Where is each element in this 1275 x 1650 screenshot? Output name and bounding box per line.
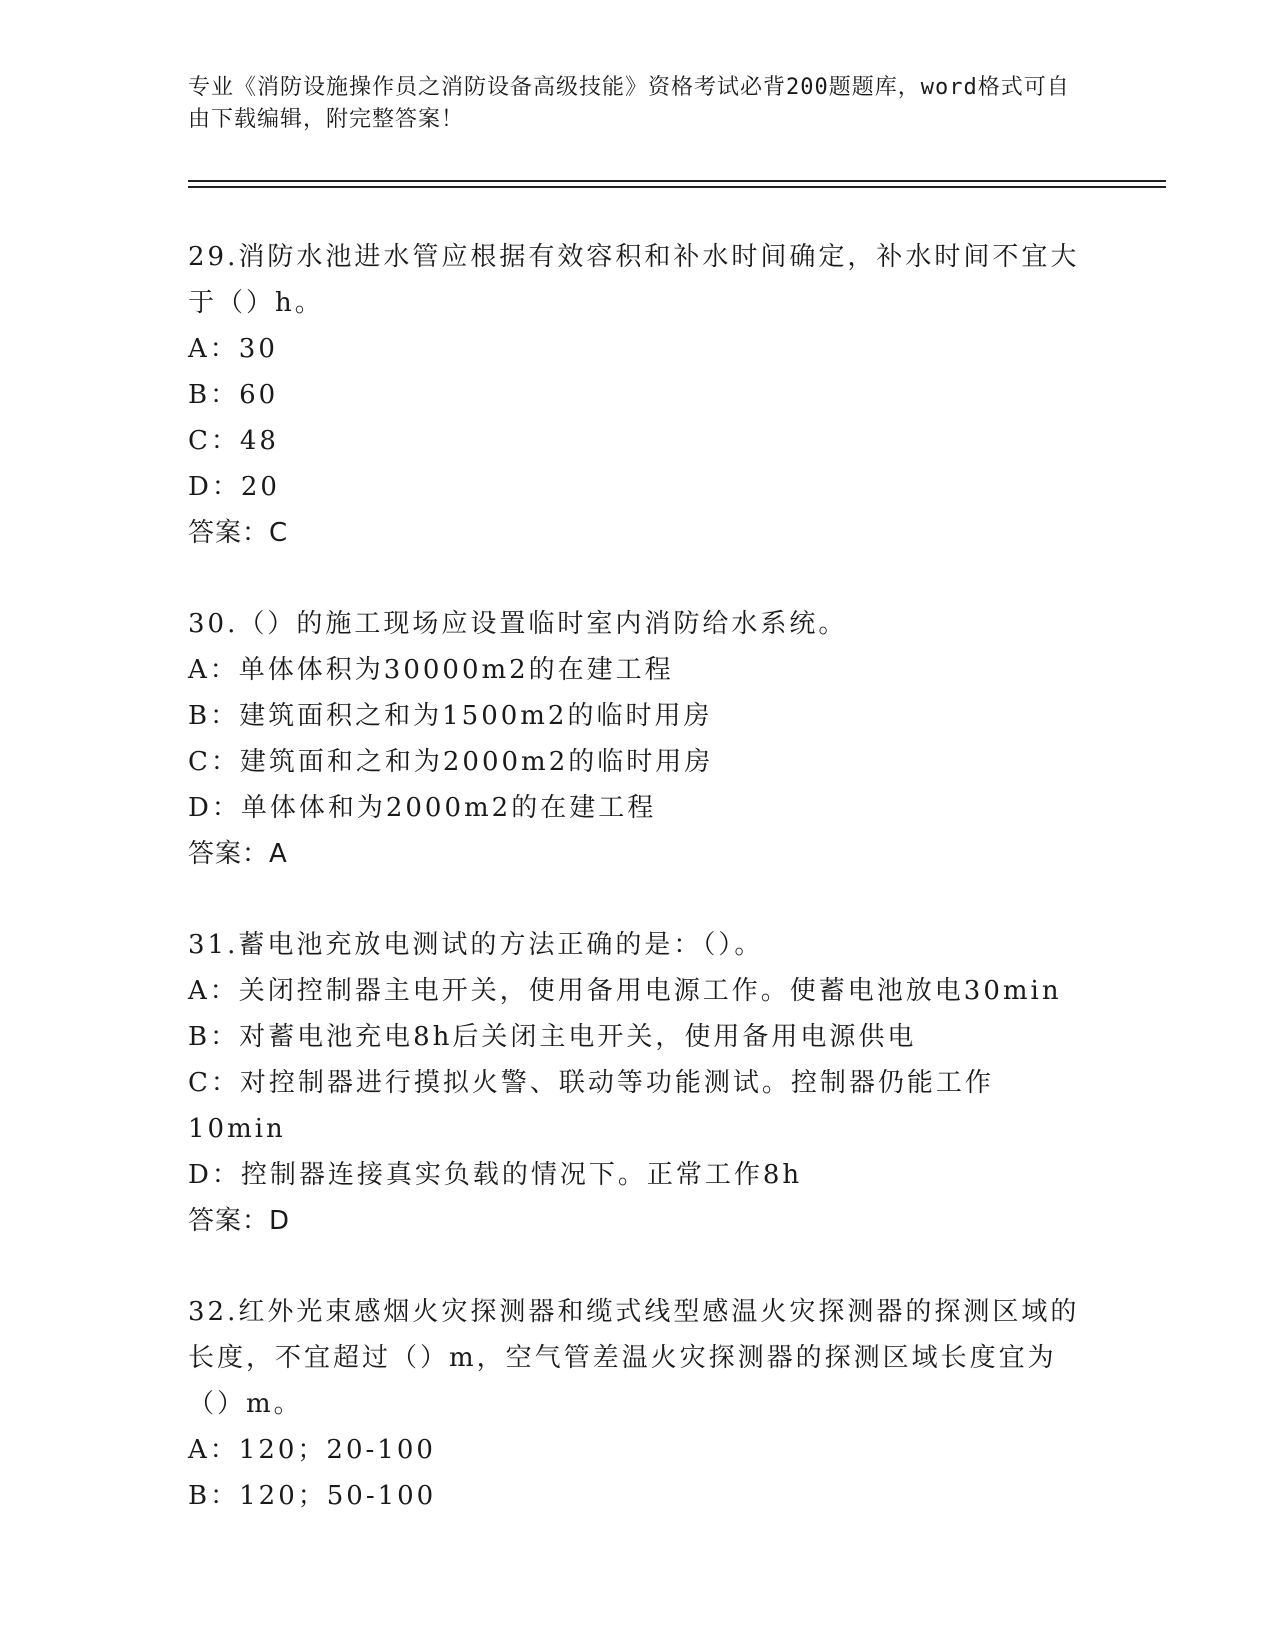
option-c: C：48 (188, 426, 279, 456)
question-29 (188, 234, 1088, 556)
question-30 (188, 601, 1088, 877)
option-b: B：120；50-100 (188, 1481, 437, 1511)
answer: 答案：A (188, 839, 288, 869)
option-b: B：建筑面积之和为1500m2的临时用房 (188, 701, 713, 731)
option-d: D：控制器连接真实负载的情况下。正常工作8h (188, 1160, 803, 1190)
option-b: B：对蓄电池充电8h后关闭主电开关，使用备用电源供电 (188, 1022, 917, 1052)
option-c: C：建筑面和之和为2000m2的临时用房 (188, 747, 714, 777)
option-d: D：单体体和为2000m2的在建工程 (188, 793, 657, 823)
document-header: 专业《消防设施操作员之消防设备高级技能》资格考试必背200题题库，word格式可自由下载编辑，附完整答案！ (188, 75, 1070, 132)
option-a: A：120；20-100 (188, 1435, 436, 1465)
option-c: C：对控制器进行摸拟火警、联动等功能测试。控制器仍能工作10min (188, 1068, 994, 1144)
option-a: A：关闭控制器主电开关，使用备用电源工作。使蓄电池放电30min (188, 976, 1062, 1006)
question-text: 30.（）的施工现场应设置临时室内消防给水系统。 (188, 609, 848, 639)
question-32 (188, 1289, 1088, 1519)
question-31 (188, 922, 1088, 1244)
answer: 答案：D (188, 1206, 291, 1236)
option-d: D：20 (188, 472, 280, 502)
header-divider-bottom (188, 186, 1166, 188)
question-text: 32.红外光束感烟火灾探测器和缆式线型感温火灾探测器的探测区域的长度，不宜超过（）m，空气管差温火灾探测器的探测区域长度宜为（）m。 (188, 1297, 1080, 1419)
answer: 答案：C (188, 518, 289, 548)
question-text: 31.蓄电池充放电测试的方法正确的是：（）。 (188, 930, 764, 960)
header-divider-top (188, 180, 1166, 182)
option-a: A：30 (188, 334, 278, 364)
option-a: A：单体体积为30000m2的在建工程 (188, 655, 674, 685)
question-list (188, 234, 1088, 1564)
question-text: 29.消防水池进水管应根据有效容积和补水时间确定，补水时间不宜大于（）h。 (188, 242, 1080, 318)
option-b: B：60 (188, 380, 279, 410)
